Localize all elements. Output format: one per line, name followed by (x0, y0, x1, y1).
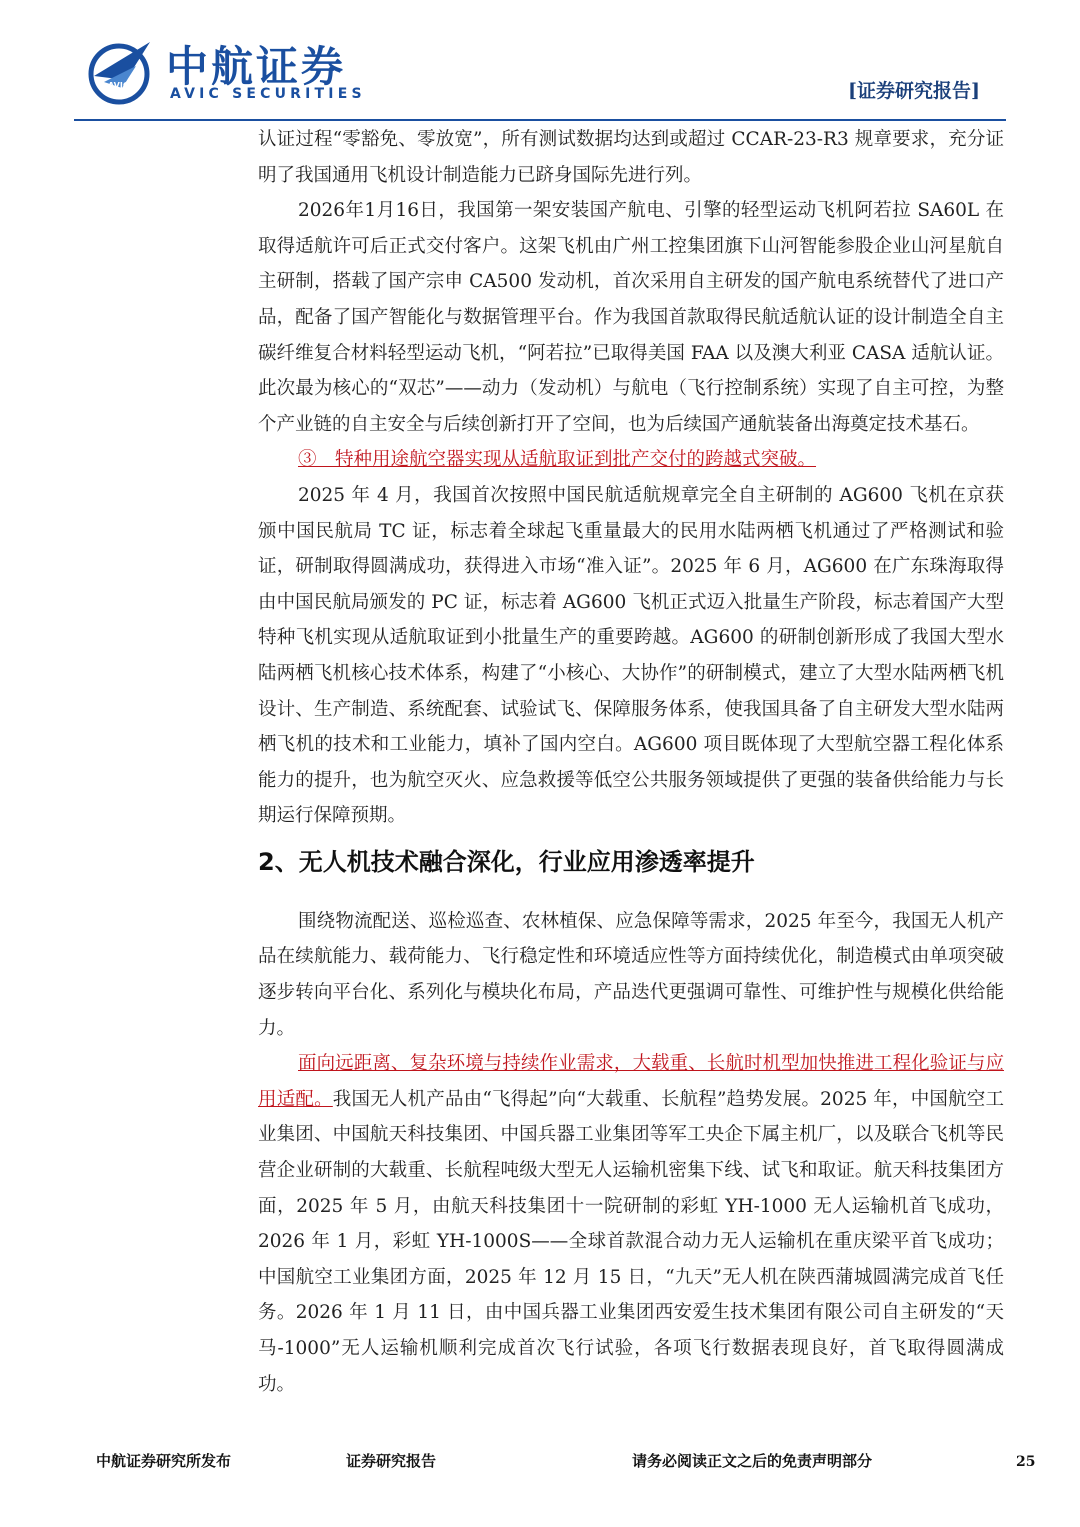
paragraph-2: 2026年1月16日，我国第一架安装国产航电、引擎的轻型运动飞机阿若拉 SA60L 在取得适航许可后正式交付客户。这架飞机由广州工控集团旗下山河智能参股企业山河星航自主研制，搭载了国产宗申 CA500 发动机，首次采用自主研发的国产航电系统替代了进口产品，配备了国产智能化与数据管理平台。作为我国首款取得民航适航认证的设计制造全自主碳纤维复合材料轻型运动飞机，“阿若拉”已取得美国 FAA 以及澳大利亚 CASA 适航认证。此次最为核心的“双芯”——动力（发动机）与航电（飞行控制系统）实现了自主可控，为整个产业链的自主安全与后续创新打开了空间，也为后续国产通航装备出海奠定技术基石。 (258, 200, 1004, 435)
main-content (258, 122, 1004, 1402)
paragraph-5 (258, 1046, 1004, 1402)
page-footer (0, 1450, 1080, 1490)
footer-disclaimer: 请务必阅读正文之后的免责声明部分 (632, 1452, 873, 1470)
footer-publisher: 中航证券研究所发布 (96, 1452, 232, 1470)
page-header (0, 0, 1080, 122)
section-heading-2: 2、无人机技术融合深化，行业应用渗透率提升 (258, 847, 755, 876)
subheading-3-text: ③ 特种用途航空器实现从适航取证到批产交付的跨越式突破。 (298, 449, 817, 471)
paragraph-5-body: 我国无人机产品由“飞得起”向“大载重、长航程”趋势发展。2025 年，中国航空工业集团、中国航天科技集团、中国兵器工业集团等军工央企下属主机厂，以及联合飞机等民营企业研制的大载重、长航程吨级大型无人运输机密集下线、试飞和取证。航天科技集团方面，2025 年 5 月，由航天科技集团十一院研制的彩虹 YH-1000 无人运输机首飞成功，2026 年 1 月，彩虹 YH-1000S——全球首款混合动力无人运输机在重庆梁平首飞成功；中国航空工业集团方面，2025 年 12 月 15 日，“九天”无人机在陕西蒲城圆满完成首飞任务。2026 年 1 月 11 日，由中国兵器工业集团西安爱生技术集团有限公司自主研发的“天马-1000”无人运输机顺利完成首次飞行试验，各项飞行数据表现良好，首飞取得圆满成功。 (258, 1088, 1004, 1395)
report-type-tag: [证券研究报告] (848, 80, 980, 102)
paragraph-1: 认证过程“零豁免、零放宽”，所有测试数据均达到或超过 CCAR-23-R3 规章要求，充分证明了我国通用飞机设计制造能力已跻身国际先进行列。 (258, 129, 1004, 186)
footer-report-type: 证券研究报告 (346, 1452, 437, 1470)
brand-name-cn: 中航证券 (166, 42, 347, 91)
page-number: 25 (1016, 1454, 1036, 1470)
avic-logo-icon (84, 36, 154, 106)
header-divider (74, 119, 1006, 121)
logo-text: AVIC (108, 81, 129, 90)
paragraph-3: 2025 年 4 月，我国首次按照中国民航适航规章完全自主研制的 AG600 飞机在京获颁中国民航局 TC 证，标志着全球起飞重量最大的民用水陆两栖飞机通过了严格测试和验证，研制取得圆满成功，获得进入市场“准入证”。2025 年 6 月，AG600 在广东珠海取得由中国民航局颁发的 PC 证，标志着 AG600 飞机正式迈入批量生产阶段，标志着国产大型特种飞机实现从适航取证到小批量生产的重要跨越。AG600 的研制创新形成了我国大型水陆两栖飞机核心技术体系，构建了“小核心、大协作”的研制模式，建立了大型水陆两栖飞机设计、生产制造、系统配套、试验试飞、保障服务体系，使我国具备了自主研发大型水陆两栖飞机的技术和工业能力，填补了国内空白。AG600 项目既体现了大型航空器工程化体系能力的提升，也为航空灭火、应急救援等低空公共服务领域提供了更强的装备供给能力与长期运行保障预期。 (258, 484, 1004, 827)
paragraph-5-highlight: 面向远距离、复杂环境与持续作业需求，大载重、长航时机型加快推进工程化验证与应用适配。 (258, 1053, 1004, 1110)
subheading-3 (258, 442, 1004, 478)
brand-name-en: AVIC SECURITIES (170, 86, 366, 102)
paragraph-4: 围绕物流配送、巡检巡查、农林植保、应急保障等需求，2025 年至今，我国无人机产品在续航能力、载荷能力、飞行稳定性和环境适应性等方面持续优化，制造模式由单项突破逐步转向平台化、系列化与模块化布局，产品迭代更强调可靠性、可维护性与规模化供给能力。 (258, 910, 1004, 1039)
